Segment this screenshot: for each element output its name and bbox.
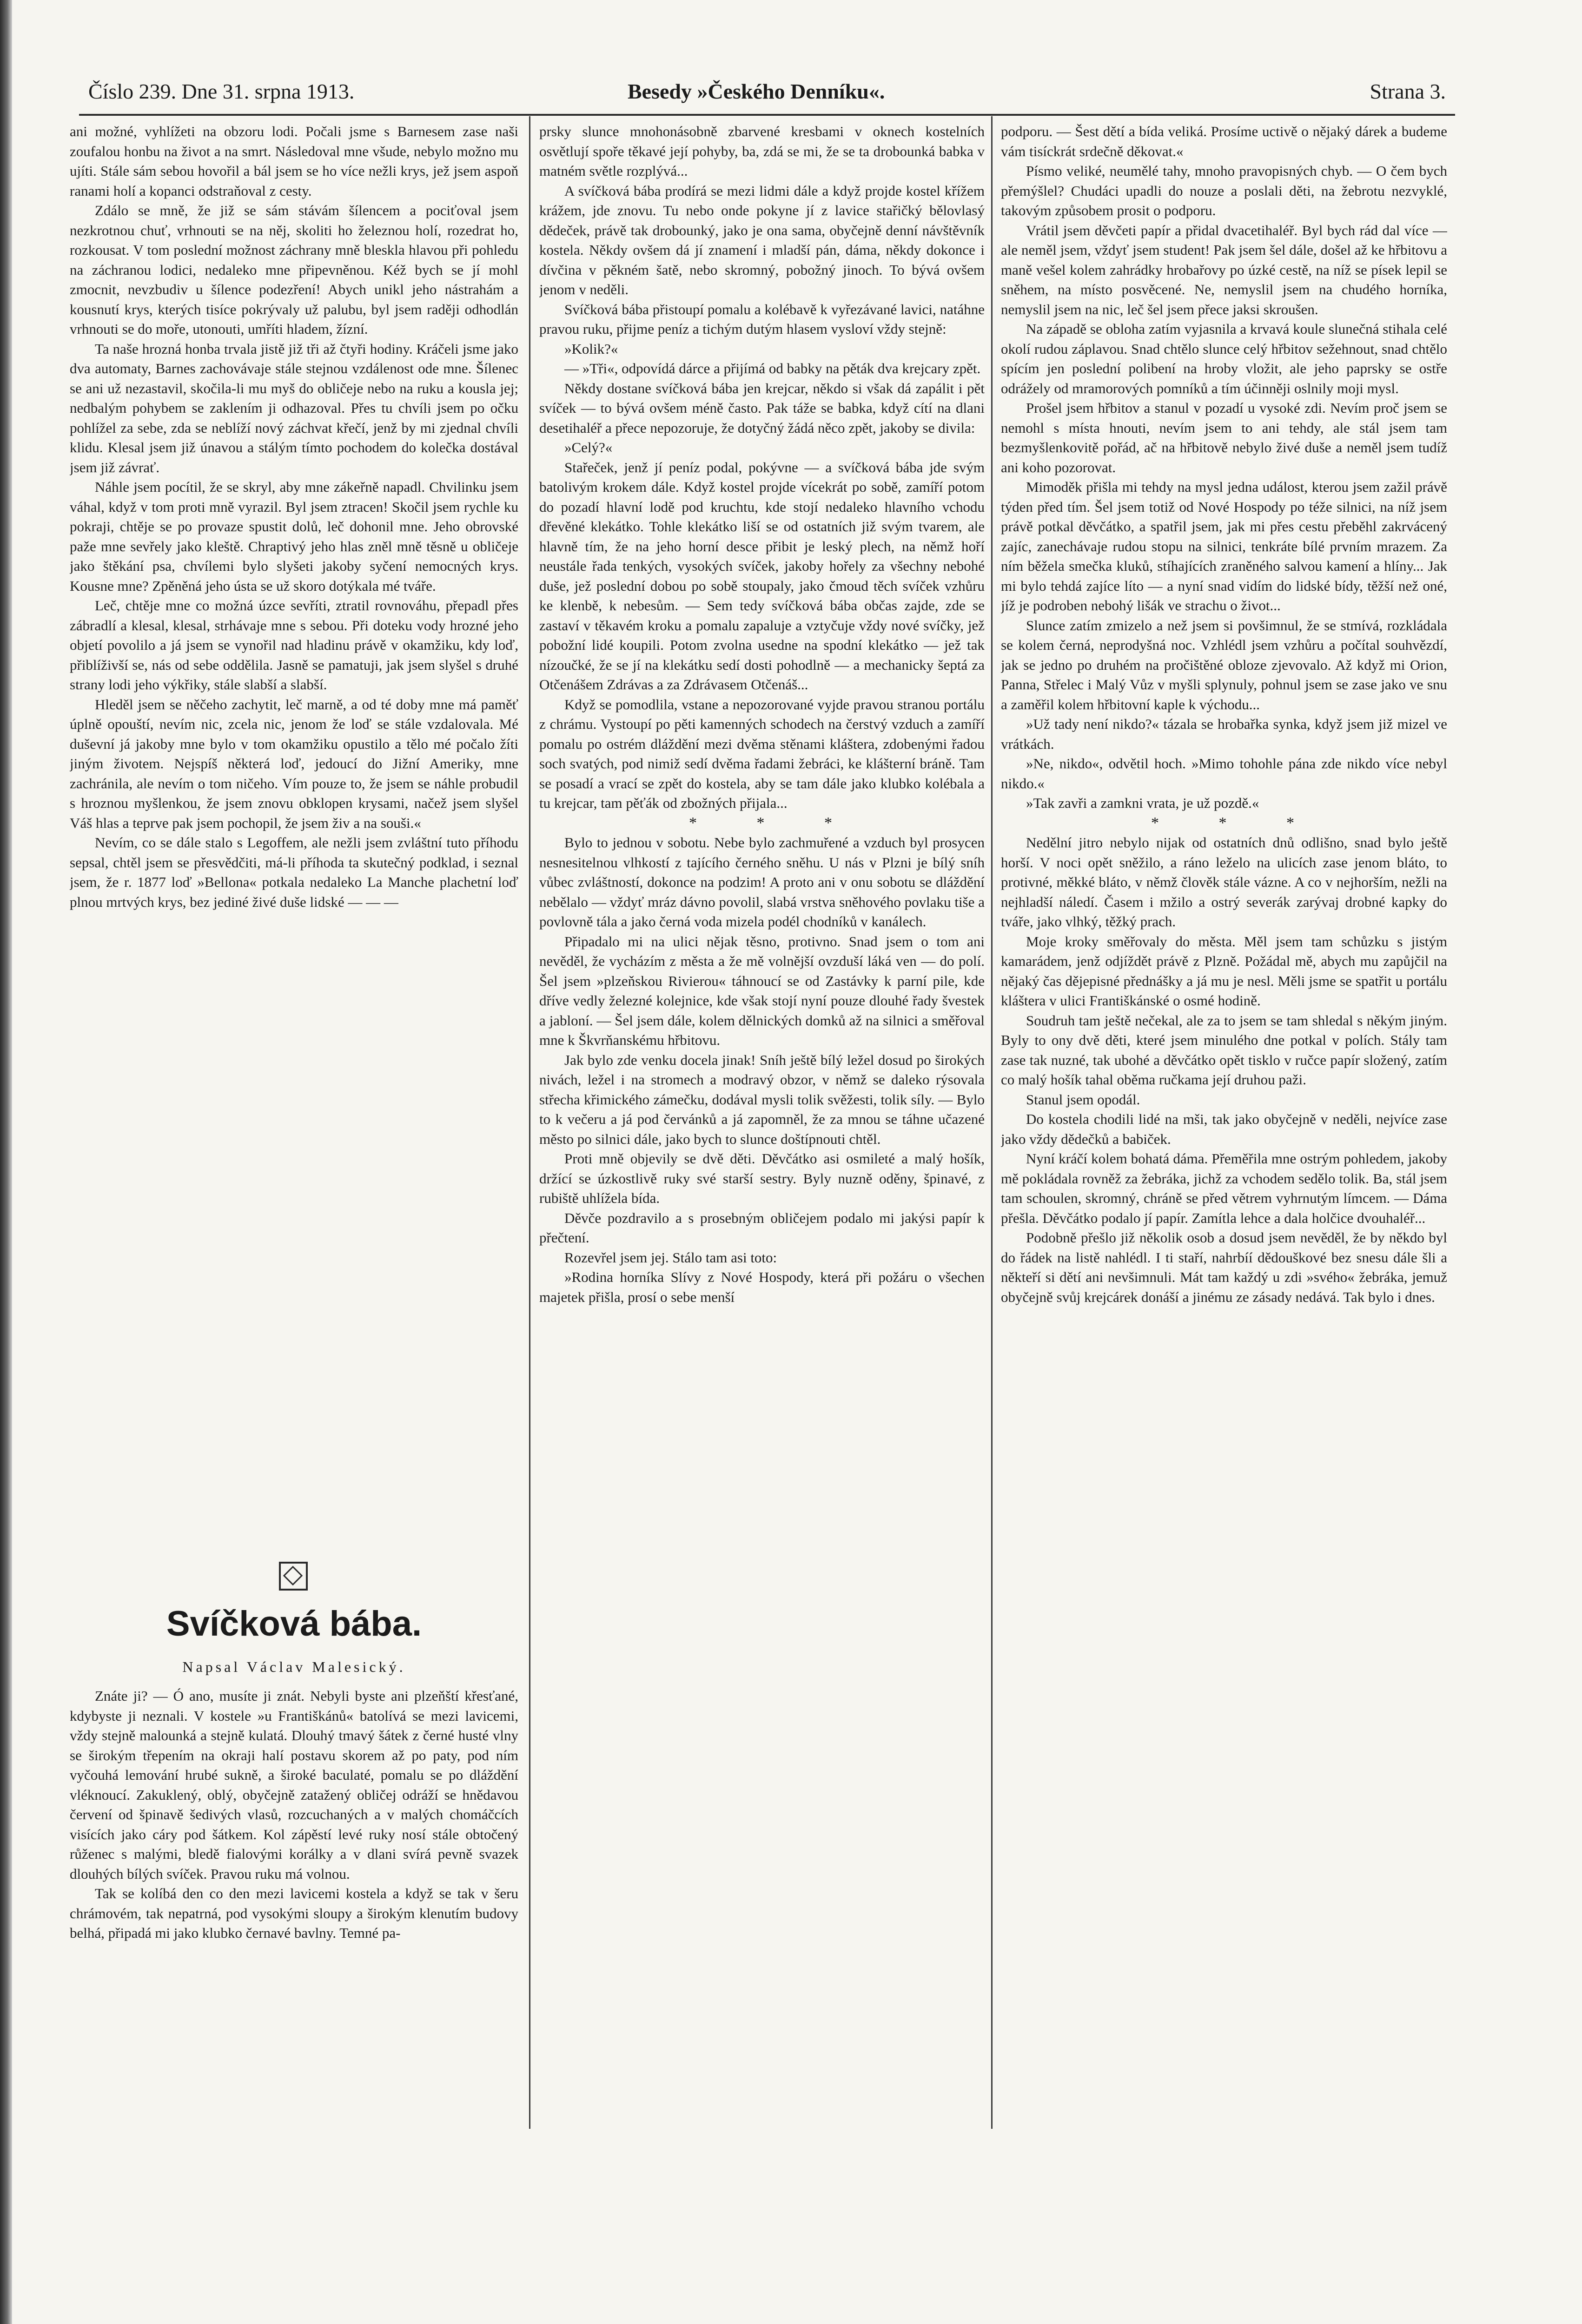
paragraph: Vrátil jsem děvčeti papír a přidal dvacetihaléř. Byl bych rád dal více — ale neměl jsem, vždyť jsem student! Pak jsem šel dále, došel až ke hřbitovu a maně vešel kolem zahrádky hrobařovy po úzké cestě, na níž se písek lepil se sněhem, na místo posvěcené. Ne, nemyslil jsem na chudého horníka, nemyslil jsem na nic, leč šel jsem přece jaksi skroušen.: [1001, 222, 1447, 317]
paragraph: Slunce zatím zmizelo a než jsem si povšimnul, že se stmívá, rozkládala se kolem černá, neprodyšná noc. Vzhlédl jsem vzhůru a počítal souhvězdí, jak se jedno po druhém na pročištěné obloze zjevovalo. Až když mi Orion, Panna, Střelec i Malý Vůz v myšli splynuly, pohnul jsem se zase jako ve snu a zaměřil kolem hřbitovní kaple k východu...: [1001, 617, 1447, 713]
paragraph: Do kostela chodili lidé na mši, tak jako obyčejně v neděli, nejvíce zase jako vždy dědečků a babiček.: [1001, 1111, 1447, 1147]
paragraph: Tak se kolíbá den co den mezi lavicemi kostela a když se tak v šeru chrámovém, tak nepatrná, pod vysokými sloupy a širokým klenutím budovy belhá, připadá mi jako klubko černavé bavlny. Temné pa-: [70, 1885, 518, 1941]
column-1-story: [70, 1686, 518, 2133]
paragraph: Moje kroky směřovaly do města. Měl jsem tam schůzku s jistým kamarádem, jenž odjíždět právě z Plzně. Požádal mě, abych mu zapůjčil na nějaký čas dějepisné přednášky a já mu je nesl. Měli jsme se spatřit u portálu kláštera v ulici Františkánské o osmé hodině.: [1001, 933, 1447, 1009]
paragraph: Podobně přešlo již několik osob a dosud jsem nevěděl, že by někdo byl do řádek na listě nahlédl. I ti staří, nahrbíí dědouškové bez snesu dále šli a někteří si dětí ani nevšimnuli. Mát tam každý u zdi »svého« žebráka, jemuž obyčejně svůj krejcárek donáší a jinému ze zásady nedává. Tak bylo i dnes.: [1001, 1229, 1447, 1305]
paragraph: Děvče pozdravilo a s prosebným obličejem podalo mi jakýsi papír k přečtení.: [539, 1209, 985, 1246]
paragraph: Svíčková bába přistoupí pomalu a kolébavě k vyřezávané lavici, natáhne pravou ruku, přijme peníz a tichým dutým hlasem vysloví vždy stejně:: [539, 301, 985, 337]
paragraph: Rozevřel jsem jej. Stálo tam asi toto:: [564, 1249, 777, 1266]
paragraph: Nedělní jitro nebylo nijak od ostatních dnů odlišno, snad bylo ještě horší. V noci opět sněžilo, a ráno leželo na ulicích zase jenom bláto, to protivné, měkké bláto, v němž člověk stále vázne. A co v nejhorším, nežli na nejhladší náledí. Časem i mžilo a ostrý severák zarývaj drobné kapky do tváře, jako vlhký, těžký prach.: [1001, 834, 1447, 930]
paragraph: Hleděl jsem se něčeho zachytit, leč marně, a od té doby mne má paměť úplně opouští, nevím nic, zcela nic, jenom že loď se stále vzdalovala. Mé duševní já jakoby mne bylo v tom okamžiku opustilo a tělo mé počalo žíti jiným životem. Nejspíš některá loď, jedoucí do Jižní Ameriky, mne zachránila, ale nevím o tom ničeho. Vím pouze to, že jsem se náhle probudil s hroznou myšlenkou, že jsem znovu obklopen krysami, načež jsem slyšel Váš hlas a teprve pak jsem pochopil, že jsem živ a na souši.«: [70, 696, 518, 831]
paragraph: Někdy dostane svíčková bába jen krejcar, někdo si však dá zapálit i pět svíček — to bývá ovšem méně často. Pak táže se babka, když cítí na dlani desetihaléř a přece nepozoruje, že dotyčný žádá něco zpět, jakoby se divila:: [539, 380, 985, 436]
paragraph: Znáte ji? — Ó ano, musíte ji znát. Nebyli byste ani plzeňští křesťané, kdybyste ji neznali. V kostele »u Františkánů« batolívá se mezi lavicemi, vždy stejně malounká a stejně kulatá. Dlouhý tmavý šátek z černé husté vlny se širokým třepením na okraji halí postavu skorem až po paty, pod ním vyčouhá lemování hrubé sukně, a široké baculaté, pomalu se po dláždění vléknoucí. Zakuklený, oblý, obyčejně zatažený obličej odráží se hnědavou červení od špinavě šedivých vlasů, rozcuchaných a v malých chomáčcích visících jako cáry pod šátkem. Kol zápěstí levé ruky nosí stále obtočený růženec s malými, bledě fialovými korálky a v dlani svírá pevně svazek dlouhých bílých svíček. Pravou ruku má volnou.: [70, 1688, 518, 1882]
paragraph: »Už tady není nikdo?« tázala se hrobařka synka, když jsem již mizel ve vrátkách.: [1001, 716, 1447, 752]
story-title: Svíčková bába.: [166, 1604, 422, 1644]
paragraph: Bylo to jednou v sobotu. Nebe bylo zachmuřené a vzduch byl prosycen nesnesitelnou vlhkostí z tajícího černého sněhu. U nás v Plzni je bílý sníh vůbec zvláštností, dokonce na podzim! A proto ani v onu sobotu se dláždění nebělalo — vždyť mráz dávno povolil, slabá vrstva sněhového povlaku tiše a povlovně tála a jako černá voda mizela podél chodníků v kanálech.: [539, 834, 985, 930]
paragraph: Leč, chtěje mne co možná úzce sevříti, ztratil rovnováhu, přepadl přes zábradlí a klesal, klesal, strhávaje mne s sebou. Při doteku vody hrozné jeho objetí povolilo a já jsem se vynořil nad hladinu právě v okamžiku, kdy loď, přiblíživší se, nás od sebe oddělila. Jasně se pamatuji, jak jsem slyšel s druhé strany lodi jeho výkřiky, stále slabší a slabší.: [70, 597, 518, 693]
paragraph: Náhle jsem pocítil, že se skryl, aby mne zákeřně napadl. Chvilinku jsem váhal, když v tom proti mně vyrazil. Byl jsem ztracen! Skočil jsem rychle ku pokraji, chtěje se po provaze spustit dolů, leč dohonil mne. Jeho obrovské paže mne sevřely jako kleště. Chraptivý jeho hlas zněl mně těsně u obličeje jako štěkání psa, chvílemi bylo slyšeti jakoby syčení nemocných krys. Kousne mne? Zpěněná jeho ústa se už skoro dotýkala mé tváře.: [70, 479, 518, 594]
scan-edge: [0, 0, 12, 2324]
paragraph: »Celý?«: [564, 439, 613, 456]
paragraph: »Kolik?«: [564, 340, 618, 357]
paragraph: »Ne, nikdo«, odvětil hoch. »Mimo tohohle pána zde nikdo více nebyl nikdo.«: [1001, 755, 1447, 792]
column-divider: [529, 116, 530, 2129]
column-2: [539, 122, 985, 2134]
paragraph: Stařeček, jenž jí peníz podal, pokývne — a svíčková bába jde svým batolivým krokem dále. Když kostel projde vícekrát po sobě, zamíří potom do pozadí hlavní lodě pod kruchtu, kde stojí nedaleko hlavního vchodu dřevěné klekátko. Tohle klekátko liší se od ostatních již svým tvarem, ale hlavně tím, že na jeho horní desce přibit je leský plech, na němž hoří neustále řada tenkých, vysokých svíček, jakoby hořely za všechny nebohé duše, jež poslední dobou po sobě stoupaly, jako čmoud těch svíček vzhůru ke klenbě, k nebesům. — Sem tedy svíčková bába občas zajde, zde se zastaví v těkavém kroku a pomalu zapaluje a vztyčuje vždy nové svíčky, jež pobožní lidé koupili. Potom zvolna usedne na spodní klekátko — jež tak nízoučké, že se jí na klekátku sedí dosti pohodlně — a mechanicky šeptá za Otčenášem Zdrávas a za Zdrávasem Otčenáš...: [539, 459, 985, 693]
paragraph: Ta naše hrozná honba trvala jistě již tři až čtyři hodiny. Kráčeli jsme jako dva automaty, Barnes zachovávaje stále stejnou vzdálenost ode mne. Šílenec se ani už nezastavil, skočila-li mu myš do obličeje nebo na ruku a kousla jej; nedbalým pohybem se zaklením ji odhazoval. Přes tu chvíli jsem po očku pohlížel za sebe, zda se neblíží nový záchvat křečí, jenž by mi zjednal chvíli klidu. Klesal jsem již únavou a stálým tímto pochodem do kolečka dostával jsem již závrať.: [70, 340, 518, 475]
paragraph: A svíčková bába prodírá se mezi lidmi dále a když projde kostel křížem krážem, jde znovu. Tu nebo onde pokyne jí z lavice stařičký bělovlasý dědeček, právě tak drobounký, jako je ona sama, obyčejně denní návštěvník kostela. Někdy ovšem dá jí znamení i mladší pán, dáma, někdy dokonce i dívčina v pěkném šatě, nebo skromný, pobožný jinoch. To bývá ovšem jenom v neděli.: [539, 182, 985, 297]
paragraph: Na západě se obloha zatím vyjasnila a krvavá koule slunečná stihala celé okolí rudou záplavou. Snad chtělo slunce celý hřbitov sežehnout, snad chtělo spícím jen poslední polibení na hroby vložit, ale jeho paprsky se ostře odrážely od mramorových pomníků a tím účinněji oslnily moji mysl.: [1001, 321, 1447, 396]
paragraph: Zdálo se mně, že již se sám stávám šílencem a pociťoval jsem nezkrotnou chuť, vrhnouti se na něj, skoliti ho železnou holí, rozedrat ho, rozkousat. V tom poslední možnost záchrany mně bleskla hlavou při pohledu na záchranou lodici, nedaleko mne připevněnou. Kéž bych se jí mohl zmocnit, nevzbudiv u šílence podezření! Abych unikl jeho nástrahám a kousnutí krys, kterých tisíce pokrývaly už palubu, byl jsem raději odhodlán vrhnouti se do moře, utonouti, umříti hladem, žízní.: [70, 202, 518, 337]
paragraph: Jak bylo zde venku docela jinak! Sníh ještě bílý ležel dosud po širokých nivách, ležel i na stromech a modravý obzor, v němž se daleko rýsovala střecha křimického zámečku, dodával mysli tolik svěžesti, tolik síly. — Bylo to k večeru a já pod červánků a já zapomněl, že za mnou se táhne učazené město po silnici dále, jako bych to slunce doštípnouti chtěl.: [539, 1051, 985, 1147]
supplement-title: Besedy »Českého Denníku«.: [628, 79, 885, 103]
paragraph: podporu. — Šest dětí a bída veliká. Prosíme uctivě o nějaký dárek a budeme vám tisíckrát srdečně děkovat.«: [1001, 123, 1447, 159]
section-ornament-icon: [279, 1562, 308, 1591]
paragraph: Nyní kráčí kolem bohatá dáma. Přeměřila mne ostrým pohledem, jakoby mě pokládala rovněž za žebráka, jichž za vchodem sedělo tolik. Ba, stál jsem tam schoulen, skromný, chráně se před větrem vyhrnutým límcem. — Dáma přešla. Děvčátko podalo jí papír. Zamítla lehce a dala holčice dvouhaléř...: [1001, 1150, 1447, 1226]
section-break: * * *: [689, 814, 860, 832]
page-number: Strana 3.: [1370, 79, 1446, 103]
paragraph: ani možné, vyhlížeti na obzoru lodi. Počali jsme s Barnesem zase naši zoufalou honbu na život a na smrt. Následoval mne všude, nebylo možno mu ujíti. Stále sám sebou hovořil a bál jsem se ho více nežli krys, jež jsem aspoň ranami holí a kopanci odstraňoval z cesty.: [70, 123, 518, 199]
paragraph: Soudruh tam ještě nečekal, ale za to jsem se tam shledal s někým jiným. Byly to ony dvě děti, které jsem minulého dne potkal v polích. Stály tam zase tak nuzné, tak ubohé a děvčátko opět tisklo v ručce papír složený, zatím co malý hošík tahal oběma ručkama její druhou paži.: [1001, 1012, 1447, 1088]
section-break: * * *: [1151, 814, 1322, 832]
paragraph: Mimoděk přišla mi tehdy na mysl jedna událost, kterou jsem zažil právě týden před tím. Šel jsem totiž od Nové Hospody po téže silnici, na níž jsem právě potkal děvčátko, a spatřil jsem, jak mi přes cestu přeběhl zakrvácený zajíc, zanechávaje rudou stopu na silnici, tenkráte bílé prvním mrazem. Za ním běžela smečka kluků, stíhajících zraněného salvou kamení a hlíny... Jak mi bylo tehdá zajíce líto — a nyní snad vidím do lidské bídy, těžší než oné, jíž je podroben nebohý lišák ve strachu o život...: [1001, 479, 1447, 614]
story-byline: Napsal Václav Malesický.: [182, 1658, 406, 1675]
paragraph: — »Tři«, odpovídá dárce a přijímá od babky na pěták dva krejcary zpět.: [564, 360, 981, 376]
paragraph: Stanul jsem opodál.: [1026, 1091, 1140, 1108]
header-rule: [79, 114, 1455, 116]
paragraph: Proti mně objevily se dvě děti. Děvčátko asi osmileté a malý hošík, držící se úzkostlivě ruky své starší sestry. Byly nuzně oděny, špinavé, z rubiště uhlížela bída.: [539, 1150, 985, 1206]
column-3: [1001, 122, 1447, 2134]
page-header: [88, 79, 1446, 112]
paragraph: Když se pomodlila, vstane a nepozorované vyjde pravou stranou portálu z chrámu. Vystoupí po pěti kamenných schodech na čerstvý vzduch a zamíří pomalu po ostrém dláždění mezi dvěma stěnami kláštera, zdobenými řadou soch svatých, pod nimiž sedí dvěma řadami žebráci, ke klášterní bráně. Tam se posadí a vrací se zpět do kostela, aby se tam dále jako klubko kolébala a tu krejcar, tam pěťák od zbožných přijala...: [539, 696, 985, 811]
paragraph: »Rodina horníka Slívy z Nové Hospody, která při požáru o všechen majetek přišla, prosí o sebe menší: [539, 1269, 985, 1305]
paragraph: Připadalo mi na ulici nějak těsno, protivno. Snad jsem o tom ani nevěděl, že vycházím z města a že mě volnější ovzduší láká ven — do polí. Šel jsem »plzeňskou Rivierou« táhnoucí se od Zastávky k parní pile, kde dříve vedly železné kolejnice, kde však stojí nyní pouze dlouhé řady švestek a jabloní. — Šel jsem dále, kolem dělnických domků až na silnici a směřoval mne k Škvrňanskému hřbitovu.: [539, 933, 985, 1048]
issue-date: Číslo 239. Dne 31. srpna 1913.: [88, 79, 355, 103]
paragraph: prsky slunce mnohonásobně zbarvené kresbami v oknech kostelních osvětlují spoře těkavé její pohyby, ba, zdá se mi, že se ta drobounká babka v matném světle rozplývá...: [539, 123, 985, 179]
column-divider: [991, 116, 993, 2129]
paragraph: Prošel jsem hřbitov a stanul v pozadí u vysoké zdi. Nevím proč jsem se nemohl s místa hnouti, nevím jsem to ani tehdy, ale stál jsem tam bezmyšlenkovitě pořád, ač na hřbitově nebylo živé duše a neměl jsem tudíž ani koho pozorovat.: [1001, 400, 1447, 475]
paragraph: Nevím, co se dále stalo s Legoffem, ale nežli jsem zvláštní tuto příhodu sepsal, chtěl jsem se přesvědčiti, má-li příhoda ta skutečný podklad, i seznal jsem, že r. 1877 loď »Bellona« potkala nedaleko La Manche plachetní loď plnou mrtvých krys, bez jediné živé duše lidské — — —: [70, 834, 518, 910]
paragraph: »Tak zavři a zamkni vrata, je už pozdě.«: [1026, 795, 1259, 811]
column-1: [70, 122, 518, 1702]
paragraph: Písmo veliké, neumělé tahy, mnoho pravopisných chyb. — O čem bych přemýšlel? Chudáci upadli do nouze a poslali děti, na žebrotu nezvyklé, takovým způsobem prosit o podporu.: [1001, 163, 1447, 218]
